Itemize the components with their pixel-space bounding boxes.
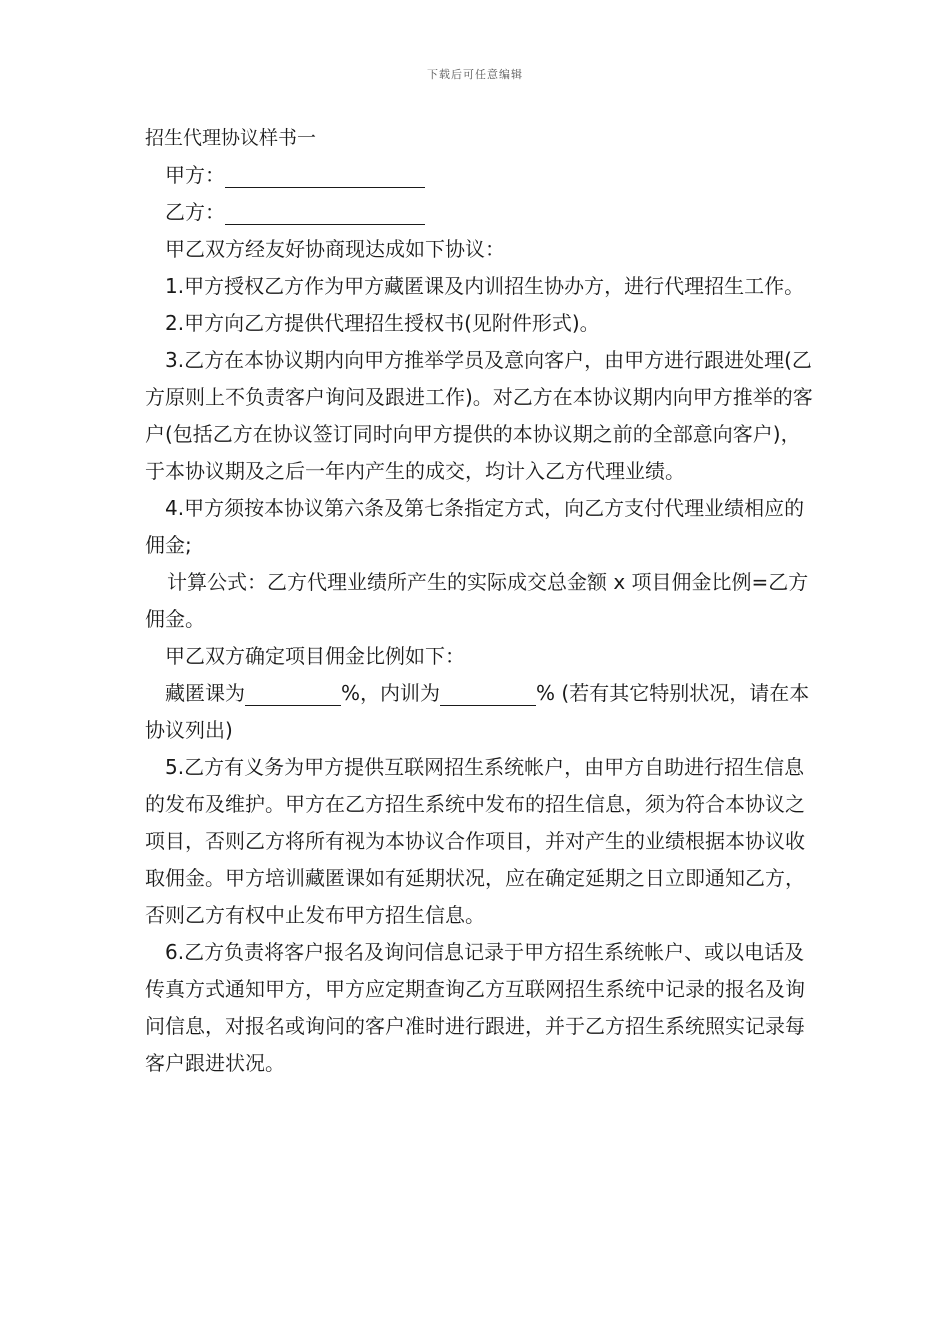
- document-title: 招生代理协议样书一: [145, 127, 317, 149]
- clause-6: 6.乙方负责将客户报名及询问信息记录于甲方招生系统帐户、或以电话及传真方式通知甲方，甲方应定期查询乙方互联网招生系统中记录的报名及询问信息，对报名或询问的客户准时进行跟进，并于乙方招生系统照实记录每客户跟进状况。: [145, 940, 805, 1075]
- ratio-b-label: 内训为: [380, 681, 441, 705]
- ratio-line: [145, 675, 813, 749]
- clause-1: 1.甲方授权乙方作为甲方藏匿课及内训招生协办方，进行代理招生工作。: [165, 274, 805, 298]
- ratio-intro: 甲乙双方确定项目佣金比例如下：: [165, 644, 465, 668]
- party-b-line: [145, 194, 813, 231]
- clause-2: 2.甲方向乙方提供代理招生授权书(见附件形式)。: [165, 311, 600, 335]
- party-b-label: 乙方：: [165, 200, 225, 224]
- clause-3: 3.乙方在本协议期内向甲方推举学员及意向客户，由甲方进行跟进处理(乙方原则上不负责客户询问及跟进工作)。对乙方在本协议期内向甲方推举的客户(包括乙方在协议签订同时向甲方提供的本协议期之前的全部意向客户)，于本协议期及之后一年内产生的成交，均计入乙方代理业绩。: [145, 348, 813, 483]
- ratio-a-label: 藏匿课为: [165, 681, 245, 705]
- ratio-b-blank: [440, 679, 536, 706]
- formula-paragraph: 计算公式：乙方代理业绩所产生的实际成交总金额 x 项目佣金比例=乙方佣金。: [145, 570, 809, 631]
- clause-4: 4.甲方须按本协议第六条及第七条指定方式，向乙方支付代理业绩相应的佣金;: [145, 496, 805, 557]
- page-header-note: 下载后可任意编辑: [427, 68, 523, 81]
- party-b-blank: [225, 198, 425, 225]
- party-a-blank: [225, 161, 425, 188]
- ratio-note: (若有其它特别状况，请在本协议列出): [145, 681, 810, 742]
- ratio-a-suffix: %，: [341, 681, 381, 705]
- party-a-line: [145, 157, 813, 194]
- clause-5: 5.乙方有义务为甲方提供互联网招生系统帐户，由甲方自助进行招生信息的发布及维护。甲方在乙方招生系统中发布的招生信息，须为符合本协议之项目，否则乙方将所有视为本协议合作项目，并对产生的业绩根据本协议收取佣金。甲方培训藏匿课如有延期状况，应在确定延期之日立即通知乙方，否则乙方有权中止发布甲方招生信息。: [145, 755, 805, 927]
- ratio-b-suffix: %: [536, 681, 556, 705]
- intro-paragraph: 甲乙双方经友好协商现达成如下协议：: [165, 237, 505, 261]
- ratio-a-blank: [245, 679, 341, 706]
- agreement-document: [145, 119, 813, 1082]
- party-a-label: 甲方：: [165, 163, 225, 187]
